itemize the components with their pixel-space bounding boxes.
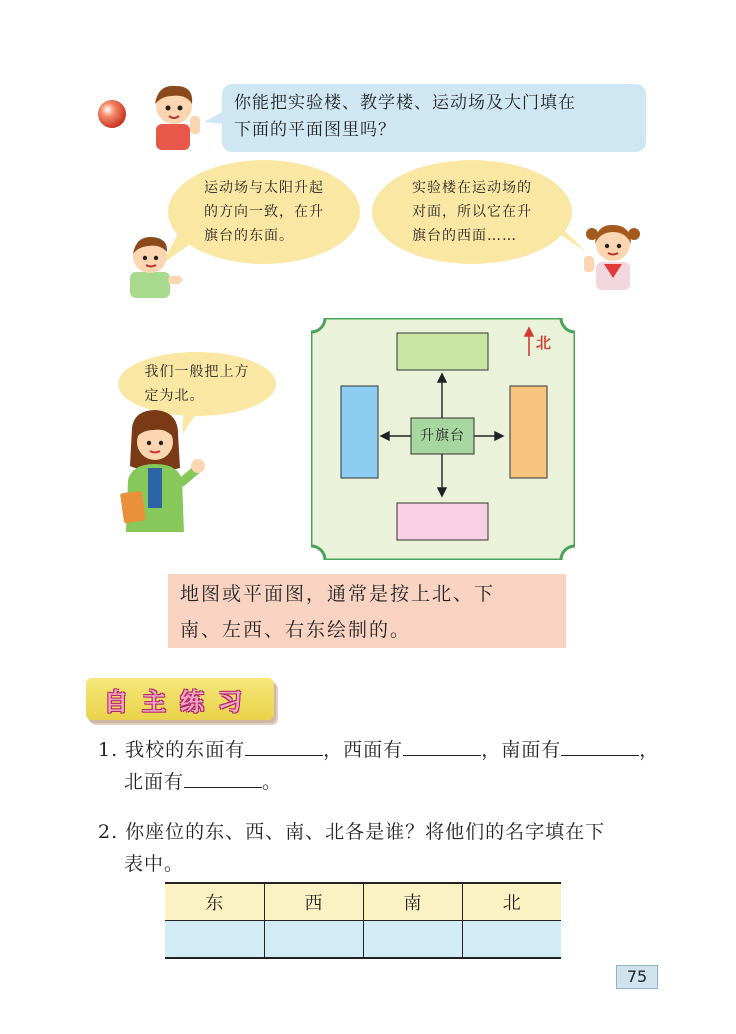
girl-character-right bbox=[582, 218, 644, 290]
section-title: 自主练习 bbox=[104, 687, 256, 716]
table-cell-west[interactable] bbox=[264, 921, 363, 959]
speech-bubble-right bbox=[372, 160, 572, 264]
direction-table bbox=[165, 882, 561, 959]
red-ball-icon bbox=[96, 98, 128, 130]
q1-blank-west[interactable] bbox=[403, 735, 481, 756]
q1-blank-north[interactable] bbox=[184, 767, 262, 788]
table-cell-north[interactable] bbox=[462, 921, 561, 959]
speech-bubble-top bbox=[222, 84, 646, 152]
bubble-right-line2: 对面，所以它在升 bbox=[412, 204, 532, 220]
bubble-left-line3: 旗台的东面。 bbox=[204, 228, 294, 244]
note-box bbox=[168, 574, 566, 648]
table-header-west: 西 bbox=[264, 883, 363, 921]
teacher-character bbox=[118, 408, 210, 532]
bubble-teacher-line1: 我们一般把上方 bbox=[144, 364, 250, 380]
table-header-south: 南 bbox=[363, 883, 462, 921]
bubble-top-tail bbox=[204, 108, 226, 128]
question-2 bbox=[98, 816, 718, 880]
bubble-top-line2: 下面的平面图里吗？ bbox=[234, 120, 396, 140]
bubble-teacher-line2: 定为北。 bbox=[144, 388, 205, 404]
q1-part-c: ，南面有 bbox=[481, 739, 562, 761]
flag-platform-label: 升旗台 bbox=[420, 428, 465, 444]
q1-blank-east[interactable] bbox=[245, 735, 323, 756]
q1-blank-south[interactable] bbox=[561, 735, 639, 756]
boy-character-left bbox=[124, 232, 184, 298]
question-1 bbox=[98, 734, 718, 798]
table-cell-east[interactable] bbox=[165, 921, 264, 959]
north-label: 北 bbox=[536, 334, 552, 352]
bubble-right-line1: 实验楼在运动场的 bbox=[412, 180, 532, 196]
map-block-top bbox=[397, 333, 488, 370]
q1-part-d: ， bbox=[639, 739, 660, 761]
q2-line2: 表中。 bbox=[124, 853, 185, 875]
q2-line1: 2. 你座位的东、西、南、北各是谁？将他们的名字填在下 bbox=[98, 821, 606, 843]
bubble-right-line3: 旗台的西面…… bbox=[412, 228, 517, 244]
table-header-east: 东 bbox=[165, 883, 264, 921]
table-cell-south[interactable] bbox=[363, 921, 462, 959]
note-line1: 地图或平面图，通常是按上北、下 bbox=[180, 583, 496, 605]
q1-part-e: 北面有 bbox=[124, 771, 185, 793]
note-line2: 南、左西、右东绘制的。 bbox=[180, 619, 412, 641]
bubble-left-line2: 的方向一致，在升 bbox=[204, 204, 324, 220]
q1-part-a: 1. 我校的东面有 bbox=[98, 739, 246, 761]
q1-part-f: 。 bbox=[262, 771, 283, 793]
bubble-left-line1: 运动场与太阳升起 bbox=[204, 180, 324, 196]
page-number: 75 bbox=[616, 965, 658, 989]
bubble-top-line1: 你能把实验楼、教学楼、运动场及大门填在 bbox=[234, 93, 576, 113]
section-title-tag bbox=[86, 678, 274, 720]
table-header-north: 北 bbox=[462, 883, 561, 921]
map-block-right bbox=[510, 386, 547, 478]
map-block-left bbox=[341, 386, 378, 478]
q1-part-b: ，西面有 bbox=[323, 739, 404, 761]
boy-character-top bbox=[142, 82, 212, 150]
map-block-bottom bbox=[397, 503, 488, 540]
